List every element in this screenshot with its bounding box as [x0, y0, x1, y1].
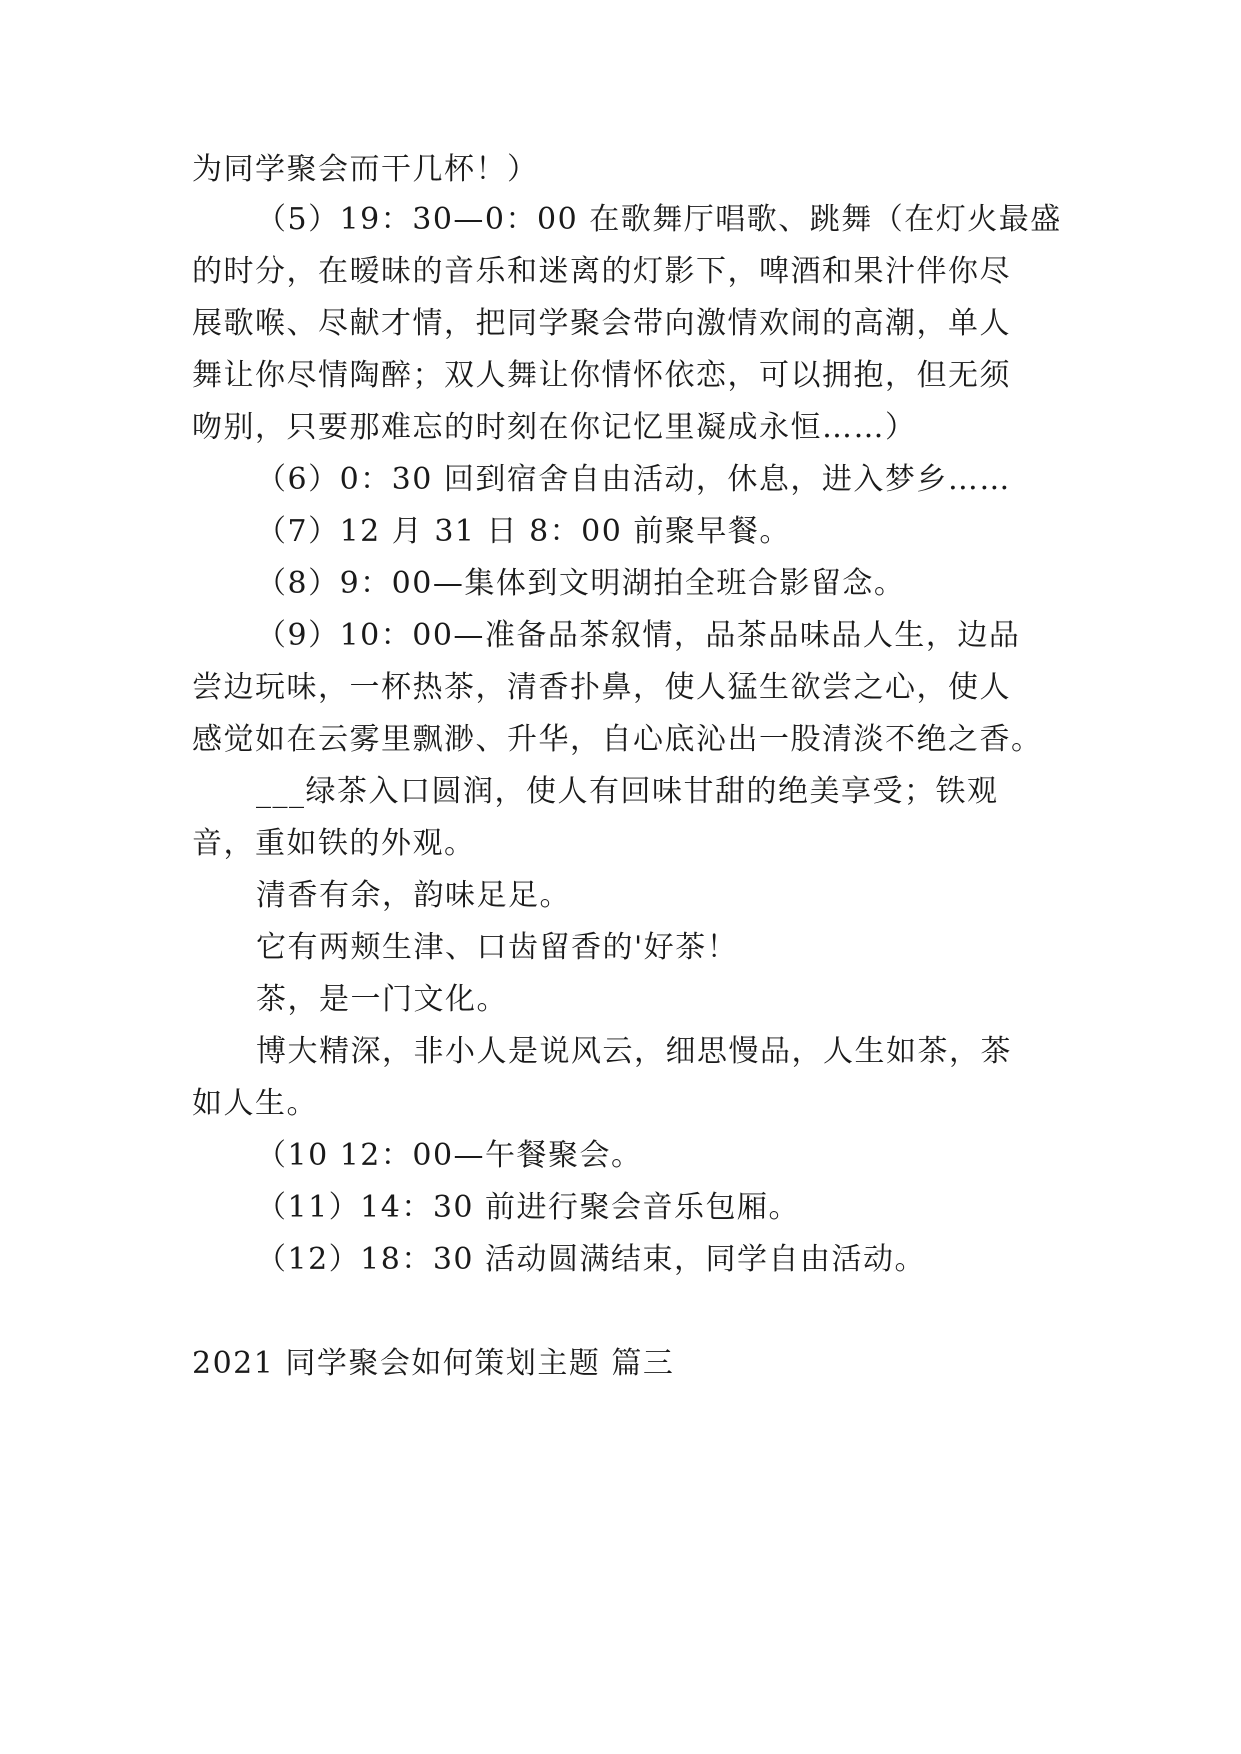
paragraph-line: ___绿茶入口圆润，使人有回味甘甜的绝美享受；铁观 [256, 774, 999, 809]
paragraph-line: （9）10：00—准备品茶叙情，品茶品味品人生，边品 [256, 618, 1021, 653]
paragraph-line: 为同学聚会而干几杯！） [192, 152, 539, 187]
paragraph-line: （8）9：00—集体到文明湖拍全班合影留念。 [256, 566, 906, 601]
paragraph-line: （6）0：30 回到宿舍自由活动，休息，进入梦乡…… [256, 462, 1011, 497]
paragraph-line: 茶，是一门文化。 [256, 982, 508, 1017]
paragraph-line: 博大精深，非小人是说风云，细思慢品，人生如茶，茶 [256, 1034, 1012, 1069]
paragraph-line: 它有两颊生津、口齿留香的'好茶！ [256, 930, 739, 965]
paragraph-line: 尝边玩味，一杯热茶，清香扑鼻，使人猛生欲尝之心，使人 [192, 670, 1011, 705]
section-heading: 2021 同学聚会如何策划主题 篇三 [192, 1346, 675, 1381]
paragraph-line: （10 12：00—午餐聚会。 [256, 1138, 643, 1173]
paragraph-line: （5）19：30—0：00 在歌舞厅唱歌、跳舞（在灯火最盛 [256, 202, 1062, 237]
paragraph-line: 展歌喉、尽献才情，把同学聚会带向激情欢闹的高潮，单人 [192, 306, 1011, 341]
paragraph-line: （7）12 月 31 日 8：00 前聚早餐。 [256, 514, 791, 549]
paragraph-line: 吻别，只要那难忘的时刻在你记忆里凝成永恒……） [192, 410, 917, 445]
paragraph-line: 音，重如铁的外观。 [192, 826, 476, 861]
paragraph-line: （11）14：30 前进行聚会音乐包厢。 [256, 1190, 801, 1225]
paragraph-line: （12）18：30 活动圆满结束，同学自由活动。 [256, 1242, 927, 1277]
paragraph-line: 清香有余，韵味足足。 [256, 878, 571, 913]
paragraph-line: 舞让你尽情陶醉；双人舞让你情怀依恋，可以拥抱，但无须 [192, 358, 1011, 393]
paragraph-line: 如人生。 [192, 1086, 318, 1121]
paragraph-line: 的时分，在暧昧的音乐和迷离的灯影下，啤酒和果汁伴你尽 [192, 254, 1011, 289]
paragraph-line: 感觉如在云雾里飘渺、升华，自心底沁出一股清淡不绝之香。 [192, 722, 1043, 757]
